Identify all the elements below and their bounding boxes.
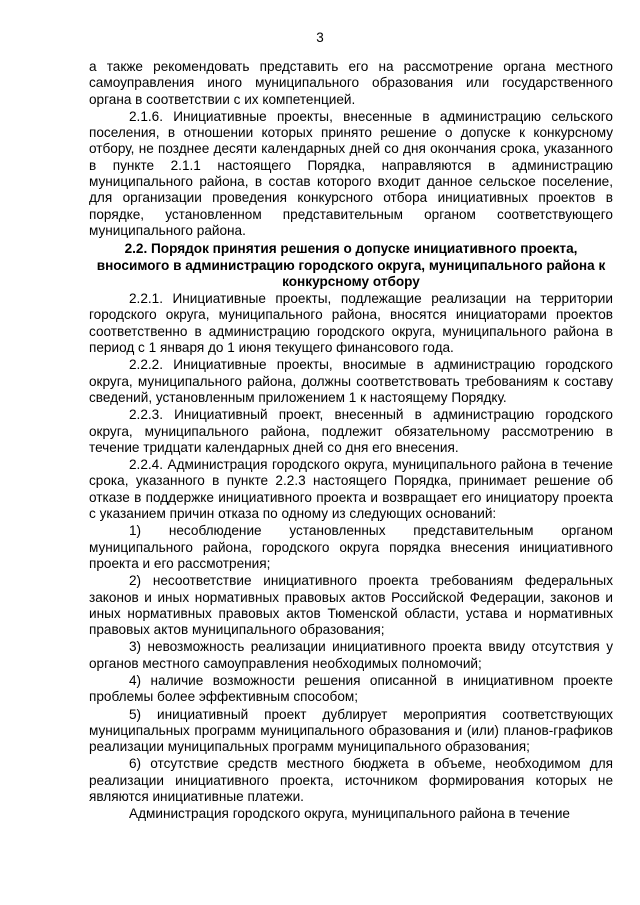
list-item-6: 6) отсутствие средств местного бюджета в объеме, необходимом для реализации инициативного проекта, источником формирования которых не являются инициативные платежи. — [89, 756, 613, 805]
paragraph-2-1-6: 2.1.6. Инициативные проекты, внесенные в администрацию сельского поселения, в отношении которых принято решение о допуске к конкурсному отбору, не позднее десяти календарных дней со дня окончания срока, указанного в пункте 2.1.1 настоящего Порядка, направляются в администрацию муниципального района, в состав которого входит данное сельское поселение, для организации проведения конкурсного отбора инициативных проектов в порядке, установленном представительным органом соответствующего муниципального района. — [89, 108, 613, 238]
list-item-4: 4) наличие возможности решения описанной в инициативном проекте проблемы более эффективным способом; — [89, 672, 613, 705]
list-item-2: 2) несоответствие инициативного проекта требованиям федеральных законов и иных нормативных правовых актов Российской Федерации, законов и иных нормативных правовых актов Тюменской области, устава и нормативных правовых актов муниципального образования; — [89, 573, 613, 638]
list-item-5: 5) инициативный проект дублирует мероприятия соответствующих муниципальных программ муниципального образования и (или) планов-графиков реализации муниципальных программ муниципального образования; — [89, 706, 613, 755]
paragraph-continuation: а также рекомендовать представить его на рассмотрение органа местного самоуправления иного муниципального образования или государственного органа в соответствии с их компетенцией. — [89, 59, 613, 107]
list-item-1: 1) несоблюдение установленных представительным органом муниципального района, городского округа порядка внесения инициативного проекта и его рассмотрения; — [89, 523, 613, 571]
document-body — [89, 59, 613, 823]
paragraph-2-2-2: 2.2.2. Инициативные проекты, вносимые в администрацию городского округа, муниципального района, должны соответствовать требованиям к составу сведений, установленным приложением 1 к настоящему Порядку. — [89, 357, 613, 405]
paragraph-continued-next-page: Администрация городского округа, муниципального района в течение — [129, 806, 570, 822]
list-item-3: 3) невозможность реализации инициативного проекта ввиду отсутствия у органов местного самоуправления необходимых полномочий; — [89, 639, 613, 671]
paragraph-2-2-3: 2.2.3. Инициативный проект, внесенный в администрацию городского округа, муниципального района, подлежит обязательному рассмотрению в течение тридцати календарных дней со дня его внесения. — [89, 407, 613, 455]
paragraph-2-2-1: 2.2.1. Инициативные проекты, подлежащие реализации на территории городского округа, муниципального района, вносятся инициаторами проектов соответственно в администрацию городского округа, муниципального района в период с 1 января до 1 июня текущего финансового года. — [89, 291, 613, 356]
paragraph-2-2-4: 2.2.4. Администрация городского округа, муниципального района в течение срока, указанного в пункте 2.2.3 настоящего Порядка, принимает решение об отказе в поддержке инициативного проекта и возвращает его инициатору проекта с указанием причин отказа по одному из следующих оснований: — [89, 457, 613, 522]
section-heading-2-2: 2.2. Порядок принятия решения о допуске инициативного проекта, вносимого в администрацию городского округа, муниципального района к конкурсному отбору — [96, 241, 606, 289]
page-number: 3 — [316, 30, 324, 45]
